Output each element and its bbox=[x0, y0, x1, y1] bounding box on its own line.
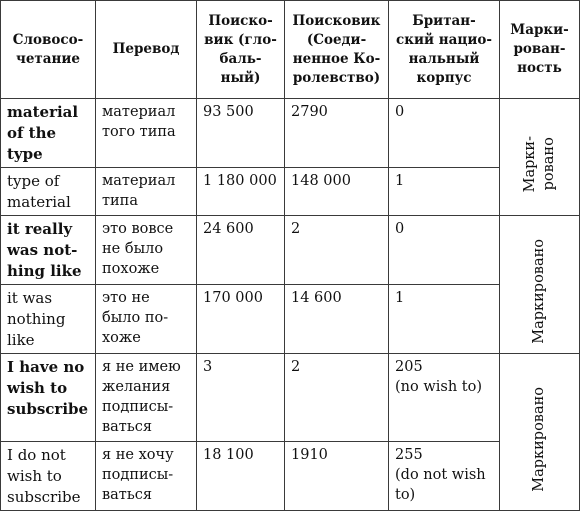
markedness-cell bbox=[500, 354, 580, 511]
uk-count-cell: 2 bbox=[285, 216, 389, 285]
translation-cell: это вовсе не было похоже bbox=[96, 216, 197, 285]
translation-cell: я не имею желания подписы- ваться bbox=[96, 354, 197, 442]
uk-count-cell: 2790 bbox=[285, 99, 389, 168]
global-count-cell: 3 bbox=[197, 354, 285, 442]
phrase-cell: it was nothing like bbox=[1, 285, 96, 354]
header-translation: Перевод bbox=[96, 1, 197, 99]
markedness-label: Марки- ровано bbox=[521, 135, 557, 193]
header-markedness: Марки- рован- ность bbox=[500, 1, 580, 99]
phrase-cell: material of the type bbox=[1, 99, 96, 168]
bnc-count-cell: 255 (do not wish to) bbox=[389, 442, 500, 511]
header-bnc: Британ- ский нацио- нальный корпус bbox=[389, 1, 500, 99]
header-search-uk: Поисковик (Соеди- ненное Ко- ролевство) bbox=[285, 1, 389, 99]
translation-cell: материал того типа bbox=[96, 99, 197, 168]
global-count-cell: 170 000 bbox=[197, 285, 285, 354]
header-search-global: Поиско- вик (гло- баль- ный) bbox=[197, 1, 285, 99]
global-count-cell: 93 500 bbox=[197, 99, 285, 168]
phrase-cell: I have no wish to subscribe bbox=[1, 354, 96, 442]
uk-count-cell: 148 000 bbox=[285, 168, 389, 216]
bnc-count-cell: 1 bbox=[389, 168, 500, 216]
uk-count-cell: 1910 bbox=[285, 442, 389, 511]
table-row bbox=[1, 168, 580, 216]
global-count-cell: 18 100 bbox=[197, 442, 285, 511]
phrase-cell: type of material bbox=[1, 168, 96, 216]
markedness-cell bbox=[500, 99, 580, 216]
markedness-label: Маркировано bbox=[531, 239, 547, 344]
table-row bbox=[1, 354, 580, 442]
bnc-count-cell: 0 bbox=[389, 216, 500, 285]
header-phrase: Словосо- четание bbox=[1, 1, 96, 99]
phrase-cell: I do not wish to subscribe bbox=[1, 442, 96, 511]
bnc-count-cell: 205 (no wish to) bbox=[389, 354, 500, 442]
translation-cell: материал типа bbox=[96, 168, 197, 216]
uk-count-cell: 14 600 bbox=[285, 285, 389, 354]
bnc-count-cell: 1 bbox=[389, 285, 500, 354]
header-row bbox=[1, 1, 580, 99]
translation-cell: я не хочу подписы- ваться bbox=[96, 442, 197, 511]
global-count-cell: 24 600 bbox=[197, 216, 285, 285]
markedness-cell bbox=[500, 216, 580, 354]
translation-cell: это не было по- хоже bbox=[96, 285, 197, 354]
uk-count-cell: 2 bbox=[285, 354, 389, 442]
table-row bbox=[1, 216, 580, 285]
table-row bbox=[1, 99, 580, 168]
table-row bbox=[1, 442, 580, 511]
bnc-count-cell: 0 bbox=[389, 99, 500, 168]
phrase-cell: it really was not- hing like bbox=[1, 216, 96, 285]
global-count-cell: 1 180 000 bbox=[197, 168, 285, 216]
markedness-label: Маркировано bbox=[531, 386, 547, 492]
table-row bbox=[1, 285, 580, 354]
